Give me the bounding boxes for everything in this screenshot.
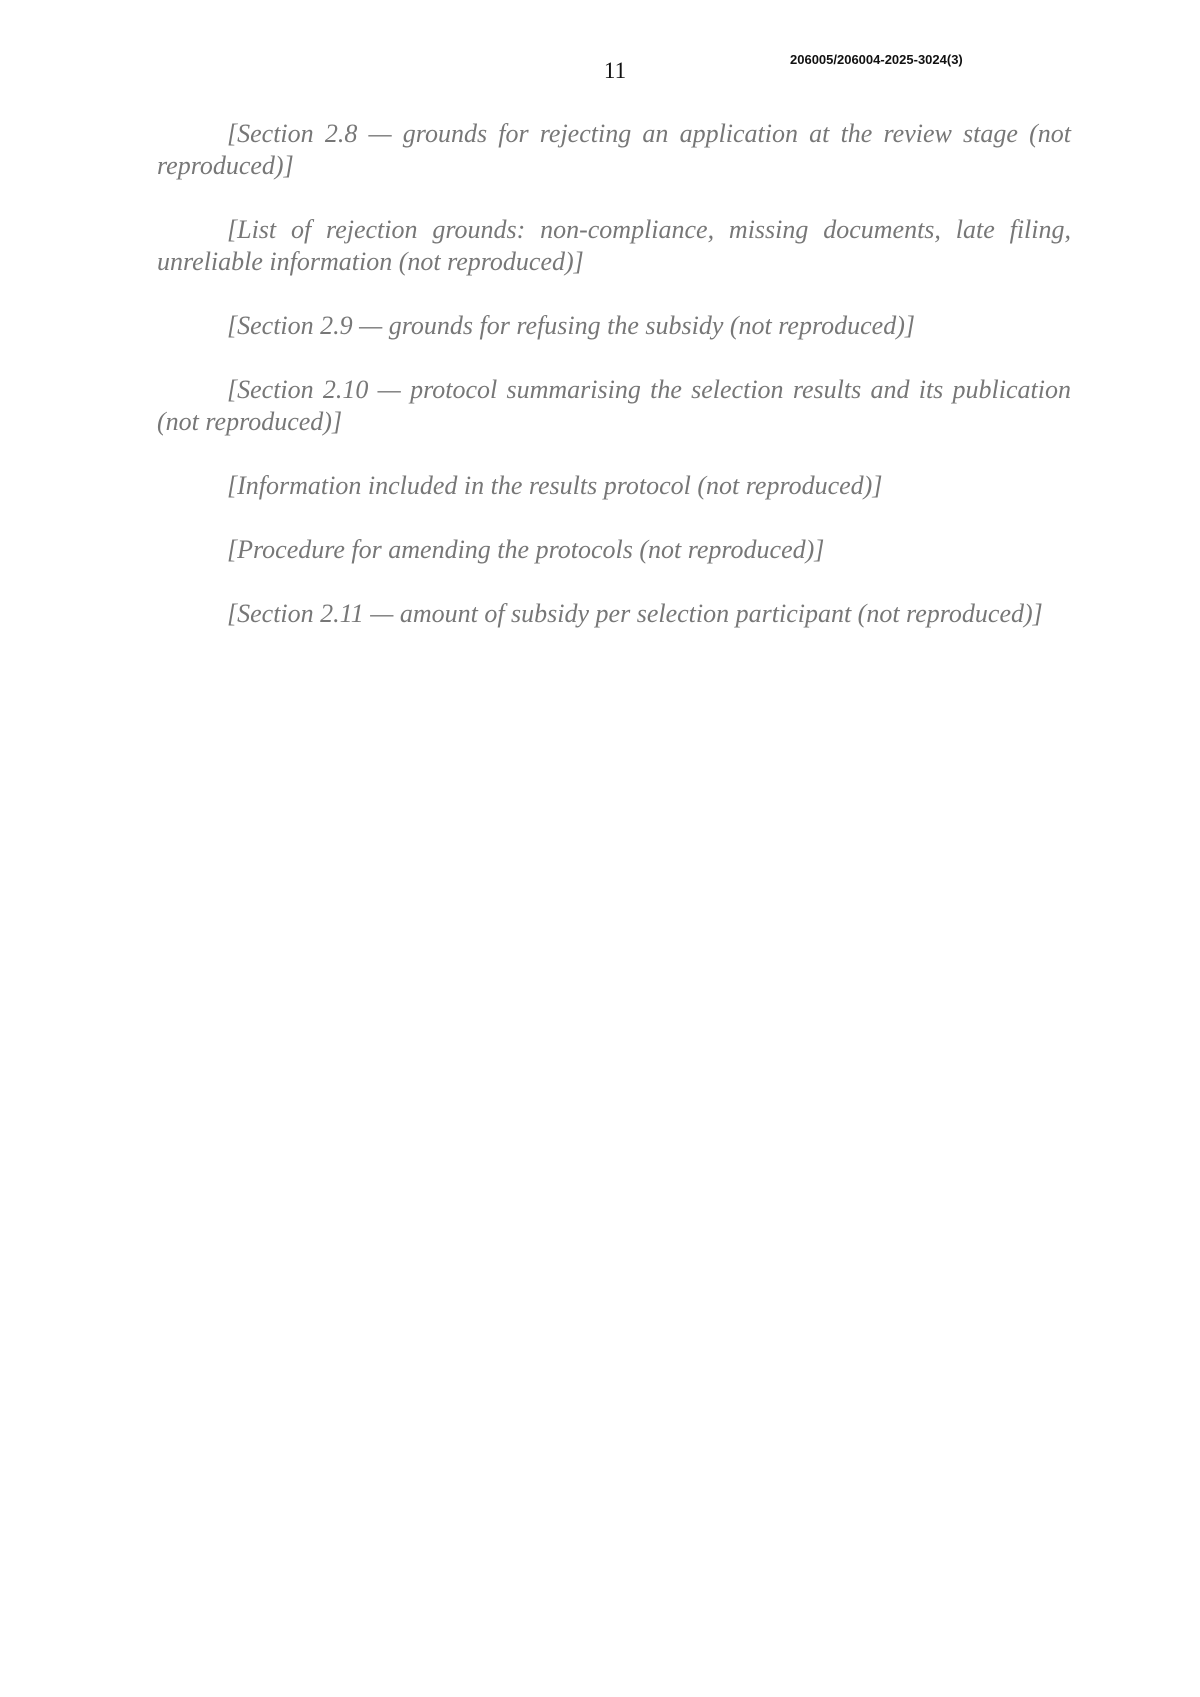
page-number: 11 <box>603 58 627 83</box>
paragraph-2-11: [Section 2.11 — amount of subsidy per selection participant (not reproduced)] <box>227 599 1043 628</box>
paragraph-2-8: [Section 2.8 — grounds for rejecting an application at the review stage (not reproduced)] <box>157 119 1071 180</box>
paragraph-2-10: [Section 2.10 — protocol summarising the selection results and its publication (not reproduced)] <box>157 375 1071 436</box>
document-body <box>157 118 1071 630</box>
paragraph-protocol-amendments: [Procedure for amending the protocols (not reproduced)] <box>227 535 825 564</box>
document-number: 206005/206004-2025-3024(3) <box>790 52 963 67</box>
paragraph-2-9: [Section 2.9 — grounds for refusing the subsidy (not reproduced)] <box>227 311 915 340</box>
paragraph-protocol-contents: [Information included in the results protocol (not reproduced)] <box>227 471 883 500</box>
paragraph-rejection-grounds: [List of rejection grounds: non-compliance, missing documents, late filing, unreliable information (not reproduced)] <box>157 215 1071 276</box>
